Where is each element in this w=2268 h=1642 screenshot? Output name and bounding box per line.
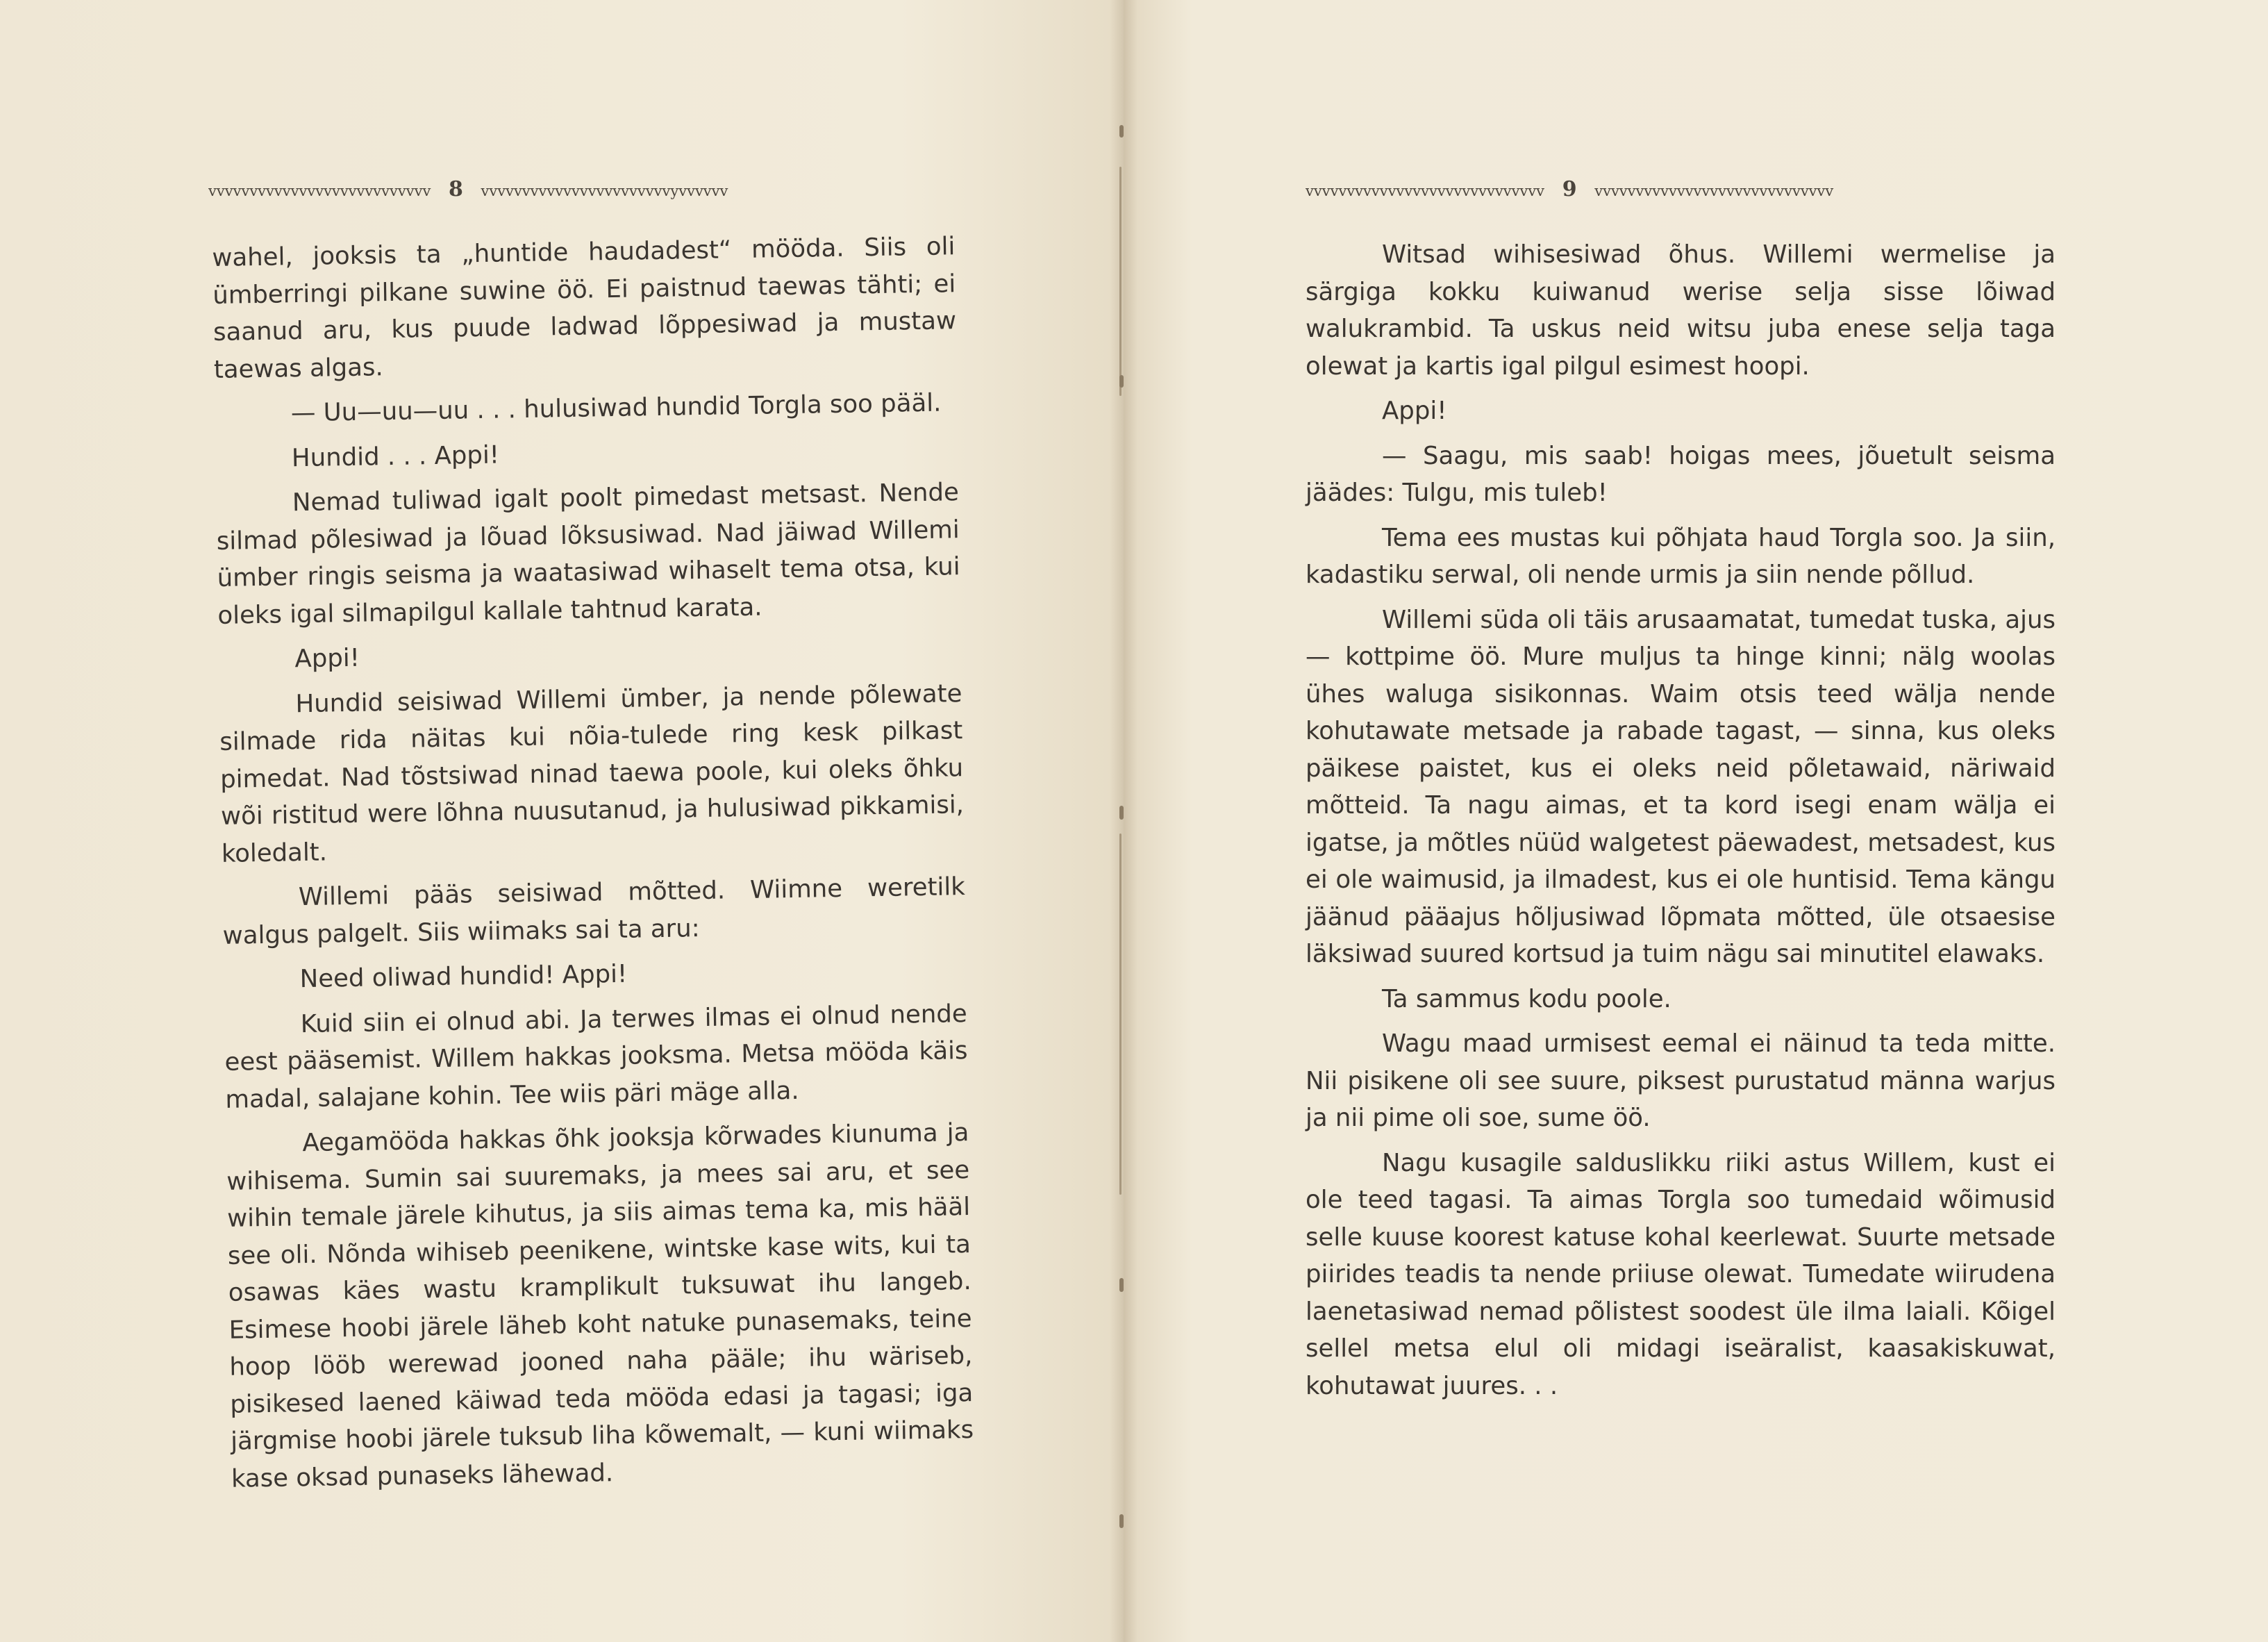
header-ornament-left: vvvvvvvvvvvvvvvvvvvvvvvvvvv [208,183,431,199]
paragraph: — Saagu, mis saab! hoigas mees, jõuetult seisma jäädes: Tulgu, mis tuleb! [1306,441,2056,507]
book-gutter [1110,0,1137,1642]
paragraph: wahel, jooksis ta „huntide haudadest“ mööda. Siis oli ümberringi pilkane suwine öö. Ei paistnud taewas tähti; ei saanud aru, kus puude ladwad lõppesiwad ja mustaw taewas algas. [212,232,957,384]
paragraph: Willemi süda oli täis arusaamatat, tumedat tuska, ajus — kottpime öö. Mure muljus ta hinge kinni; nälg woolas ühes waluga sisikonnas. Waim otsis teed wälja nende kohutawate metsade ja rabade tagast, — sinna, kus oleks päikese paistet, kus ei oleks neid põletawaid, näriwaid mõtteid. Ta nagu aimas, et ta kord isegi enam wälja ei igatse, ja mõtles nüüd walgetest päewadest, metsadest, kus ei ole waimusid, ja ilmadest, kus ei ole huntisid. Tema kängu jäänud pääajus hõljusiwad lõpmata mõtted, üle otsaesise läksiwad suured kortsud ja tuim nägu sai minutitel elawaks. [1306,605,2056,968]
paragraph: — Uu—uu—uu . . . hulusiwad hundid Torgla soo pääl. [290,388,942,428]
binding-stitch [1119,375,1124,388]
header-ornament-left: vvvvvvvvvvvvvvvvvvvvvvvvvvvvv [1306,183,1545,199]
running-header-right-page [1306,177,2069,205]
binding-stitch [1119,806,1124,820]
paragraph: Need oliwad hundid! Appi! [299,959,628,994]
binding-stitch [1119,834,1122,1195]
left-page [0,0,1124,1642]
paragraph: Appi! [1382,397,1447,425]
binding-stitch [1119,1514,1124,1528]
paragraph: Willemi pääs seisiwad mõtted. Wiimne weretilk walgus palgelt. Siis wiimaks sai ta aru: [222,872,966,950]
binding-stitch [1119,125,1124,138]
paragraph: Appi! [294,643,360,674]
binding-stitch [1119,167,1122,396]
paragraph: Nagu kusagile salduslikku riiki astus Willem, kust ei ole teed tagasi. Ta aimas Torgla soo tumedaid wõimusid selle kuuse koorest katuse kohal keerlewat. Suurte metsade piirides teadis ta nende priiuse olewat. Tumedate wiirudena laenetasiwad nemad põlistest soodest üle ilma laiali. Kõigel sellel metsa elul oli midagi iseäralist, kaasakiskuwat, kohutawat juures. . . [1306,1148,2056,1400]
page-number: 8 [448,177,463,201]
right-page-text [1306,236,2056,1404]
paragraph: Wagu maad urmisest eemal ei näinud ta teda mitte. Nii pisikene oli see suure, piksest purustatud männa warjus ja nii pime oli soe, sume öö. [1306,1029,2056,1132]
binding-stitch [1119,1278,1124,1292]
paragraph: Hundid . . . Appi! [291,440,500,472]
paragraph: Hundid seisiwad Willemi ümber, ja nende põlewate silmade rida näitas kui nõia-tulede ring kesk pilkast pimedat. Nad tõstsiwad ninad taewa poole, kui oleks õhku wõi ristitud were lõhna nuusutanud, ja hulusiwad pikkamisi, koledalt. [219,679,965,868]
paragraph: Witsad wihisesiwad õhus. Willemi wermelise ja särgiga kokku kuiwanud werise selja sisse lõiwad walukrambid. Ta uskus neid witsu juba enese selja taga olewat ja kartis igal pilgul esimest hoopi. [1306,240,2056,381]
header-ornament-right: vvvvvvvvvvvvvvvvvvvvvvvyvvvvvv [481,183,728,199]
left-page-text [212,228,974,1498]
paragraph: Kuid siin ei olnud abi. Ja terwes ilmas ei olnud nende eest pääsemist. Willem hakkas jooksma. Metsa mööda käis madal, salajane kohin. Tee wiis päri mäge alla. [224,999,968,1114]
header-ornament-right: vvvvvvvvvvvvvvvvvvvvvvvvvvvvv [1594,183,1834,199]
paragraph: Aegamööda hakkas õhk jooksja kõrwades kiunuma ja wihisema. Sumin sai suuremaks, ja mees sai aru, et see wihin temale järele kihutus, ja siis aimas tema ka, mis hääl see oli. Nõnda wihiseb peenikene, wintske kase wits, kui ta osawas käes wastu kramplikult tuksuwat ihu langeb. Esimese hoobi järele läheb koht natuke punasemaks, teine hoop lööb werewad jooned naha pääle; ihu wäriseb, pisikesed laened käiwad teda mööda edasi ja tagasi; iga järgmise hoobi järele tuksub liha kõwemalt, — kuni wiimaks kase oksad punaseks lähewad. [226,1118,974,1493]
paragraph: Tema ees mustas kui põhjata haud Torgla soo. Ja siin, kadastiku serwal, oli nende urmis ja siin nende põllud. [1306,523,2056,589]
running-header-left-page [208,177,958,205]
paragraph: Nemad tuliwad igalt poolt pimedast metsast. Nende silmad põlesiwad ja lõuad lõksusiwad. Nad jäiwad Willemi ümber ringis seisma ja waatasiwad wihaselt tema otsa, kui oleks igal silmapilgul kallale tahtnud karata. [216,478,960,630]
right-page [1124,0,2268,1642]
paragraph: Ta sammus kodu poole. [1382,984,1671,1013]
page-number: 9 [1562,177,1577,201]
